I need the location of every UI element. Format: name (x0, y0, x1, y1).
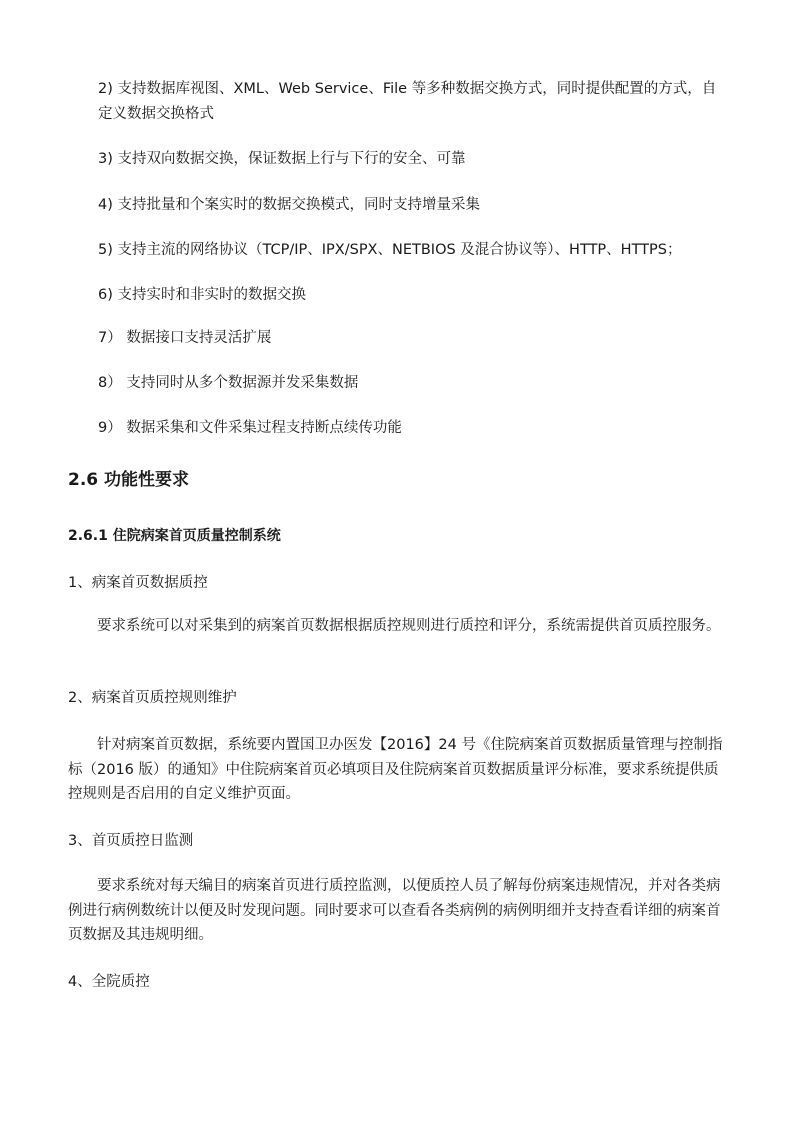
list-item: 9） 数据采集和文件采集过程支持断点续传功能 (98, 420, 402, 436)
subsection-title: 3、首页质控日监测 (68, 833, 194, 849)
subsection-title: 4、全院质控 (68, 974, 150, 990)
subsection-body: 要求系统对每天编目的病案首页进行质控监测，以便质控人员了解每份病案违规情况，并对各类病例进行病例数统计以便及时发现问题。同时要求可以查看各类病例的病例明细并支持查看详细的病案首页数据及其违规明细。 (68, 878, 721, 943)
list-item: 8） 支持同时从多个数据源并发采集数据 (98, 375, 359, 391)
list-item: 6) 支持实时和非实时的数据交换 (98, 287, 306, 303)
list-item: 3) 支持双向数据交换，保证数据上行与下行的安全、可靠 (98, 151, 466, 167)
section-heading: 2.6 功能性要求 (68, 470, 190, 490)
subsection-title: 1、病案首页数据质控 (68, 575, 208, 591)
list-item (68, 77, 728, 127)
subsection-heading: 2.6.1 住院病案首页质量控制系统 (68, 528, 281, 544)
list-item: 7） 数据接口支持灵活扩展 (98, 330, 272, 346)
list-item: 4) 支持批量和个案实时的数据交换模式，同时支持增量采集 (98, 197, 480, 213)
subsection-body: 针对病案首页数据，系统要内置国卫办医发【2016】24 号《住院病案首页数据质量管理与控制指标（2016 版）的通知》中住院病案首页必填项目及住院病案首页数据质量评分标准，要求系统提供质控规则是否启用的自定义维护页面。 (68, 737, 723, 802)
list-item-text: 2) 支持数据库视图、XML、Web Service、File 等多种数据交换方式，同时提供配置的方式，自定义数据交换格式 (98, 81, 717, 122)
subsection-title: 2、病案首页质控规则维护 (68, 690, 237, 706)
list-item: 5) 支持主流的网络协议（TCP/IP、IPX/SPX、NETBIOS 及混合协议等）、HTTP、HTTPS； (98, 242, 682, 258)
subsection-body: 要求系统可以对采集到的病案首页数据根据质控规则进行质控和评分，系统需提供首页质控服务。 (97, 618, 721, 634)
